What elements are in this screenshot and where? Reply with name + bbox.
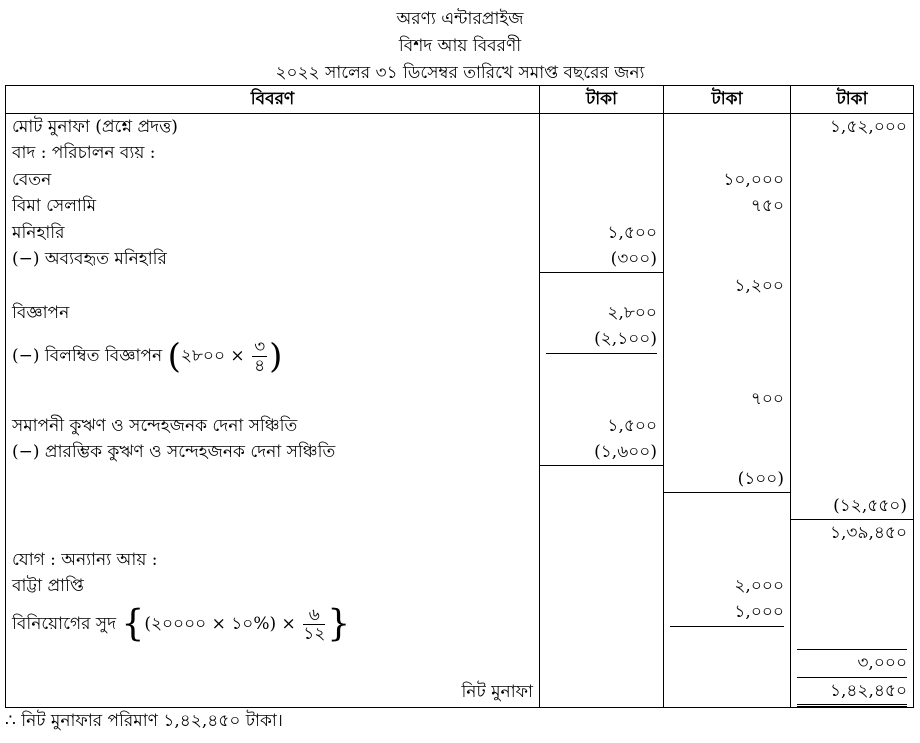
- row-label: মোট মুনাফা (প্রশ্নে প্রদত্ত): [6, 114, 540, 141]
- table-row: [6, 520, 914, 547]
- row-label-with-formula: [6, 326, 540, 386]
- income-statement-table: [5, 85, 914, 708]
- amount-cell: ৩,০০০: [791, 649, 914, 676]
- column-header-particulars: বিবরণ: [6, 86, 540, 114]
- table-row: [6, 439, 914, 466]
- amount-cell: (১০০): [664, 466, 791, 493]
- amount-cell: ২,৮০০: [540, 300, 664, 326]
- fraction-numerator: ৩: [254, 336, 266, 357]
- table-row: [6, 193, 914, 219]
- table-row: [6, 114, 914, 141]
- table-row: [6, 573, 914, 599]
- row-label-with-formula: [6, 599, 540, 649]
- row-label: (−) বিলম্বিত বিজ্ঞাপন: [12, 345, 163, 366]
- table-row: [6, 649, 914, 676]
- column-header-taka-2: টাকা: [664, 86, 791, 114]
- table-row: [6, 493, 914, 520]
- formula-expression: ২৮০০ ×: [180, 345, 245, 366]
- table-row: [6, 140, 914, 166]
- row-label: বিমা সেলামি: [6, 193, 540, 219]
- amount-cell: ১,৩৯,৪৫০: [791, 520, 914, 547]
- amount-cell: ১,২০০: [664, 273, 791, 300]
- company-name: অরণ্য এন্টারপ্রাইজ: [396, 9, 524, 29]
- table-row: [6, 466, 914, 493]
- amount-cell: ৭০০: [664, 386, 791, 412]
- open-paren: (: [167, 336, 181, 377]
- table-row: [6, 220, 914, 246]
- amount-cell: ২,০০০: [664, 573, 791, 599]
- fraction-numerator: ৬: [303, 606, 325, 625]
- row-label: (−) প্রারম্ভিক কুঋণ ও সন্দেহজনক দেনা সঞ্চিতি: [6, 439, 540, 466]
- row-label: বিনিয়োগের সুদ: [12, 613, 116, 634]
- row-label: মনিহারি: [6, 220, 540, 246]
- fraction: [252, 338, 267, 375]
- table-row: [6, 326, 914, 386]
- fraction-denominator: ৪: [254, 355, 266, 376]
- table-row: [6, 547, 914, 573]
- net-profit-label: নিট মুনাফা: [6, 677, 540, 708]
- fraction-denominator: ১২: [303, 623, 326, 644]
- amount-cell: ১,৫২,০০০: [791, 114, 914, 141]
- table-row: [6, 677, 914, 708]
- close-paren: ): [269, 336, 283, 377]
- amount-cell-underlined: ১,০০০: [664, 599, 791, 649]
- section-heading: বাদ : পরিচালন ব্যয় :: [6, 140, 540, 166]
- net-profit-amount: ১,৪২,৪৫০: [791, 677, 914, 708]
- row-label: বাট্টা প্রাপ্তি: [6, 573, 540, 599]
- table-header-row: [6, 86, 914, 114]
- formula-expression: (২০০০০ × ১০%) ×: [144, 613, 296, 634]
- amount-cell: ১,৫০০: [540, 220, 664, 246]
- statement-title: বিশদ আয় বিবরণী: [398, 36, 522, 56]
- table-row: [6, 413, 914, 439]
- row-label: বিজ্ঞাপন: [6, 300, 540, 326]
- amount-cell: (১২,৫৫০): [791, 493, 914, 520]
- amount-cell: (৩০০): [540, 246, 664, 273]
- amount-cell-underlined: (২,১০০): [540, 326, 664, 386]
- conclusion-note: ∴ নিট মুনাফার পরিমাণ ১,৪২,৪৫০ টাকা।: [5, 711, 283, 731]
- row-label: বেতন: [6, 167, 540, 193]
- amount-cell: ১০,০০০: [664, 167, 791, 193]
- table-row: [6, 386, 914, 412]
- row-label: (−) অব্যবহৃত মনিহারি: [6, 246, 540, 273]
- table-row: [6, 167, 914, 193]
- table-row: [6, 300, 914, 326]
- open-brace: {: [121, 603, 145, 645]
- amount-cell: ১,৫০০: [540, 413, 664, 439]
- column-header-taka-3: টাকা: [791, 86, 914, 114]
- row-label: সমাপনী কুঋণ ও সন্দেহজনক দেনা সঞ্চিতি: [6, 413, 540, 439]
- fraction: [303, 606, 325, 643]
- table-row: [6, 273, 914, 300]
- table-row: [6, 599, 914, 649]
- amount-cell: (১,৬০০): [540, 439, 664, 466]
- section-heading: যোগ : অন্যান্য আয় :: [6, 547, 540, 573]
- column-header-taka-1: টাকা: [540, 86, 664, 114]
- table-row: [6, 246, 914, 273]
- amount-cell: ৭৫০: [664, 193, 791, 219]
- close-brace: }: [327, 603, 351, 645]
- statement-period: ২০২২ সালের ৩১ ডিসেম্বর তারিখে সমাপ্ত বছরের জন্য: [275, 63, 645, 83]
